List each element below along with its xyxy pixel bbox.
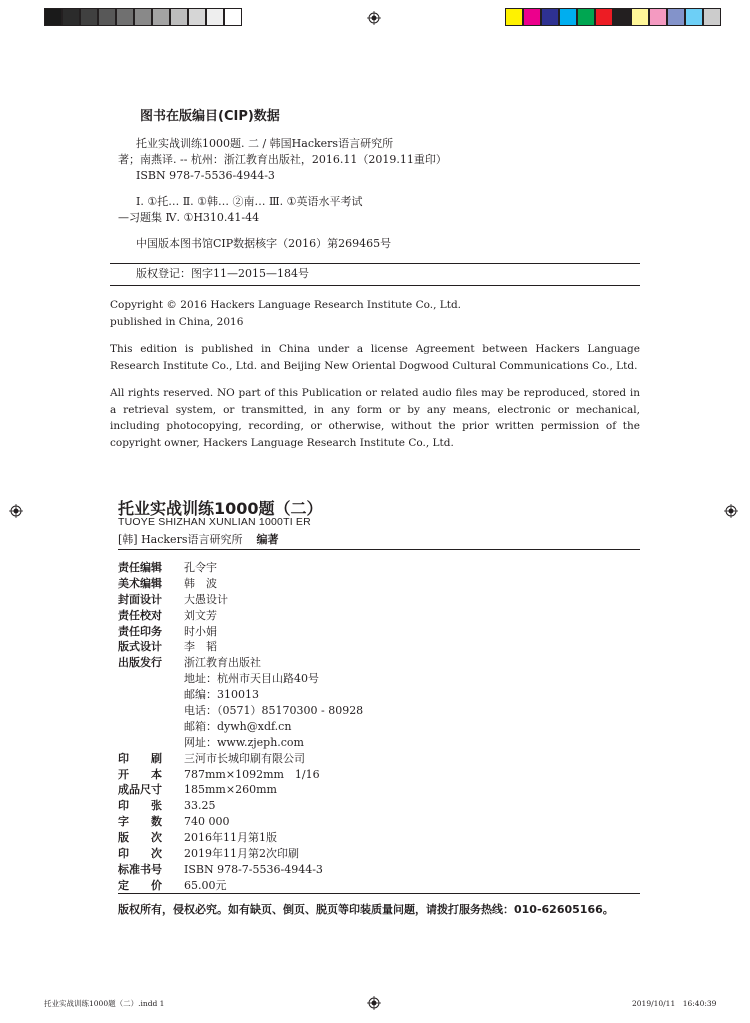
book-author — [118, 531, 278, 547]
registration-mark-icon — [367, 996, 381, 1010]
credit-value: 三河市长城印刷有限公司 — [184, 751, 305, 765]
credit-row — [118, 782, 363, 798]
cip-number: 中国版本图书馆CIP数据核字（2016）第269465号 — [136, 237, 392, 250]
credit-row — [118, 671, 363, 687]
divider — [110, 263, 640, 264]
credit-value: 韩 波 — [184, 576, 217, 590]
credit-label: 印 次 — [118, 847, 162, 861]
credit-row — [118, 751, 363, 767]
credit-value: 65.00元 — [184, 878, 227, 892]
credit-row — [118, 576, 363, 592]
credit-value: 地址：杭州市天目山路40号 — [184, 672, 319, 686]
color-swatch — [613, 8, 631, 26]
grayscale-color-bar — [44, 8, 242, 28]
credit-value: 2019年11月第2次印刷 — [184, 847, 299, 861]
color-swatch — [685, 8, 703, 26]
credit-label: 责任印务 — [118, 624, 162, 638]
credit-row — [118, 814, 363, 830]
credit-row — [118, 639, 363, 655]
credit-label: 责任编辑 — [118, 561, 162, 574]
cip-title: 图书在版编目(CIP)数据 — [140, 109, 280, 124]
credit-label — [118, 735, 184, 751]
copyright-registration — [118, 266, 638, 282]
color-swatch — [649, 8, 667, 26]
credit-label: 责任校对 — [118, 608, 162, 622]
copyright-paragraph — [110, 297, 640, 330]
cip-line: 托业实战训练1000题. 二 / 韩国Hackers语言研究所 — [136, 137, 394, 150]
credit-label — [118, 719, 184, 735]
credit-label: 字 数 — [118, 815, 162, 829]
registration-mark-icon — [367, 11, 381, 25]
credit-value: 740 000 — [184, 815, 230, 829]
credit-label: 封面设计 — [118, 592, 162, 606]
credit-row — [118, 608, 363, 624]
credit-label: 版式设计 — [118, 640, 162, 654]
rights-paragraph: All rights reserved. NO part of this Publication or related audio files may be reproduced, stored in a retrieval system, or transmitted, in any form or by any means, electronic or mechanical, including photocopying, recording, or otherwise, without the prior written permission of the copyright owner, Hackers Language Research Institute Co., Ltd. — [110, 387, 640, 449]
gray-swatch — [152, 8, 170, 26]
credit-label: 开 本 — [118, 767, 162, 781]
credit-row — [118, 560, 363, 576]
credit-label: 标准书号 — [118, 862, 162, 876]
color-swatch — [667, 8, 685, 26]
publication-credits — [118, 560, 363, 894]
cip-classification: Ⅰ. ①托… Ⅱ. ①韩… ②南… Ⅲ. ①英语水平考试 — [136, 195, 363, 208]
copyright-line: Copyright © 2016 Hackers Language Research Institute Co., Ltd. — [110, 299, 462, 311]
color-swatch — [559, 8, 577, 26]
gray-swatch — [44, 8, 62, 26]
copyright-notice: 版权所有，侵权必究。如有缺页、倒页、脱页等印装质量问题，请拨打服务热线：010-62605166。 — [118, 903, 614, 916]
credit-label: 出版发行 — [118, 656, 162, 670]
credit-row — [118, 624, 363, 640]
color-swatch — [541, 8, 559, 26]
divider — [110, 285, 640, 286]
gray-swatch — [62, 8, 80, 26]
gray-swatch — [80, 8, 98, 26]
gray-swatch — [188, 8, 206, 26]
color-swatch — [505, 8, 523, 26]
credit-row — [118, 846, 363, 862]
credit-row — [118, 830, 363, 846]
credit-value: 33.25 — [184, 799, 216, 813]
credit-value: 邮箱：dywh@xdf.cn — [184, 719, 292, 733]
credit-value: 网址：www.zjeph.com — [184, 735, 304, 749]
credit-label — [118, 687, 184, 703]
credit-row — [118, 703, 363, 719]
credit-value: ISBN 978-7-5536-4944-3 — [184, 862, 323, 876]
credit-row — [118, 735, 363, 751]
book-pinyin-title: TUOYE SHIZHAN XUNLIAN 1000TI ER — [118, 516, 311, 528]
license-paragraph: This edition is published in China under a license Agreement between Hackers Language Research Institute Co., Ltd. and Beijing New Oriental Dogwood Cultural Communications Co., Ltd. — [110, 343, 640, 372]
color-swatch — [595, 8, 613, 26]
credit-label: 美术编辑 — [118, 576, 162, 590]
credit-row — [118, 655, 363, 671]
color-swatch — [631, 8, 649, 26]
color-swatch — [577, 8, 595, 26]
credit-row — [118, 719, 363, 735]
credit-value: 电话：（0571）85170300 - 80928 — [184, 704, 364, 718]
credit-value: 李 韬 — [184, 640, 217, 654]
gray-swatch — [116, 8, 134, 26]
credit-value: 185mm×260mm — [184, 783, 277, 797]
cip-isbn: ISBN 978-7-5536-4944-3 — [136, 169, 275, 182]
cip-record — [118, 136, 638, 252]
copyright-line: published in China, 2016 — [110, 315, 244, 328]
registration-mark-icon — [724, 504, 738, 518]
credit-label — [118, 671, 184, 687]
credit-value: 时小娟 — [184, 624, 217, 638]
credit-row — [118, 878, 363, 894]
book-title: 托业实战训练1000题（二） — [118, 499, 323, 518]
divider — [118, 549, 640, 550]
credit-value: 2016年11月第1版 — [184, 831, 277, 845]
registration-mark-icon — [9, 504, 23, 518]
credit-row — [118, 687, 363, 703]
process-color-bar — [505, 8, 721, 28]
copyright-registration-text: 版权登记：图字11—2015—184号 — [136, 267, 309, 280]
cip-classification: —习题集 Ⅳ. ①H310.41-44 — [118, 211, 260, 224]
credit-label: 定 价 — [118, 878, 162, 892]
credit-value: 大愚设计 — [184, 592, 228, 606]
divider — [118, 893, 640, 894]
cip-line: 著；南燕译. -- 杭州：浙江教育出版社，2016.11（2019.11重印） — [118, 153, 447, 166]
editorial-role: 编著 — [256, 533, 279, 546]
author-name: [韩] Hackers语言研究所 — [118, 533, 243, 546]
gray-swatch — [98, 8, 116, 26]
gray-swatch — [206, 8, 224, 26]
credit-label: 版 次 — [118, 831, 162, 845]
credit-value: 孔令宇 — [184, 561, 217, 574]
credit-value: 邮编：310013 — [184, 688, 259, 702]
credit-value: 浙江教育出版社 — [184, 656, 261, 670]
credit-value: 刘文芳 — [184, 608, 217, 622]
credit-label: 印 刷 — [118, 751, 162, 765]
credit-row — [118, 767, 363, 783]
credit-label: 成品尺寸 — [118, 783, 162, 797]
gray-swatch — [224, 8, 242, 26]
gray-swatch — [170, 8, 188, 26]
footer-file-name: 托业实战训练1000题（二）.indd 1 — [44, 999, 165, 1008]
gray-swatch — [134, 8, 152, 26]
credit-value: 787mm×1092mm 1/16 — [184, 767, 320, 781]
credit-label: 印 张 — [118, 799, 162, 813]
footer-timestamp: 2019/10/11 16:40:39 — [632, 999, 717, 1008]
credit-label — [118, 703, 184, 719]
credit-row — [118, 798, 363, 814]
credit-row — [118, 592, 363, 608]
credit-row — [118, 862, 363, 878]
color-swatch — [523, 8, 541, 26]
color-swatch — [703, 8, 721, 26]
